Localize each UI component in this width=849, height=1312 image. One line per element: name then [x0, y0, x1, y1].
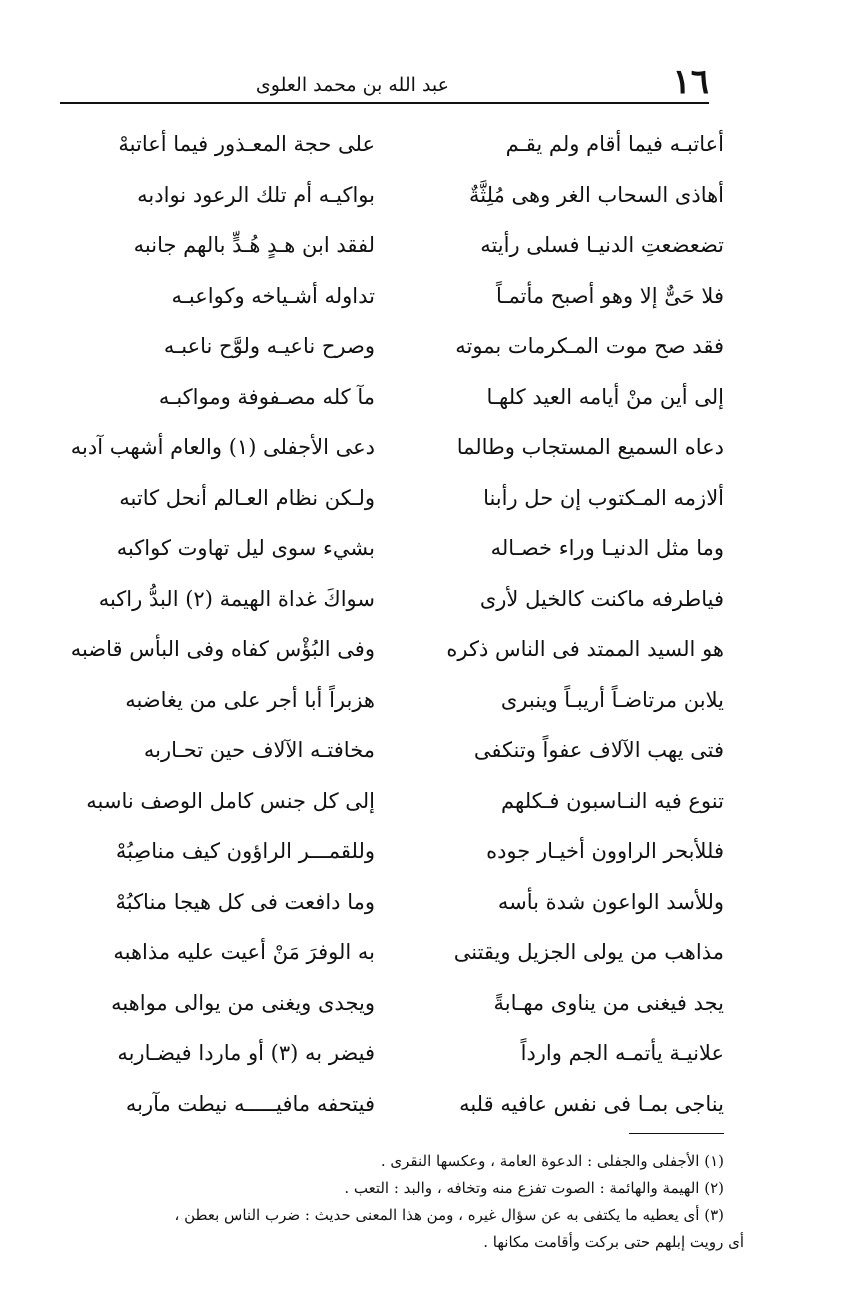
verse-first-hemistich: دعاه السميع المستجاب وطالما	[456, 435, 724, 459]
verse-first-hemistich: وللأسد الواعون شدة بأسه	[497, 889, 724, 914]
verse-second-hemistich: بشيء سوى ليل تهاوت كواكبه	[116, 536, 375, 560]
verse-first-hemistich: وما مثل الدنيـا وراء خصـاله	[490, 536, 724, 560]
verse-line	[95, 120, 724, 171]
verse-second-hemistich: ويجدى ويغنى من يوالى مواهبه	[111, 990, 375, 1015]
verse-line	[95, 575, 724, 626]
verse-line	[70, 423, 724, 474]
footnote: (١) الأجفلى والجفلى : الدعوة العامة ، وعكسها النقرى .	[380, 1152, 724, 1170]
verse-line	[95, 171, 724, 222]
verse-line	[86, 777, 724, 828]
verse-second-hemistich: ولـكن نظام العـالم أنحل كاتبه	[119, 485, 375, 510]
verse-second-hemistich: به الوفرَ مَنْ أعيت عليه مذاهبه	[113, 940, 375, 964]
verse-first-hemistich: فتى يهب الآلاف عفواً وتنكفى	[473, 738, 724, 762]
verse-first-hemistich: أعاتبـه فيما أقام ولم يقـم	[505, 132, 724, 156]
footnote: (٢) الهيمة والهائمة : الصوت تفزع منه وتخافه ، والبد : التعب .	[344, 1179, 724, 1197]
verse-second-hemistich: مآ كله مصـفوفة ومواكبـه	[158, 384, 375, 409]
verse-second-hemistich: بواكيـه أم تلك الرعود نوادبه	[137, 182, 375, 207]
verse-line	[95, 827, 724, 878]
verse-line	[95, 1029, 724, 1080]
verse-line	[95, 272, 724, 323]
verse-line	[95, 979, 724, 1030]
page-number: ١٦	[672, 62, 709, 102]
verse-line	[95, 1080, 724, 1131]
verse-line	[95, 676, 724, 727]
verse-line	[70, 625, 724, 676]
verse-first-hemistich: هو السيد الممتد فى الناس ذكره	[446, 637, 724, 661]
verse-second-hemistich: فيتحفه مافيـــــه نيطت مآربه	[125, 1091, 375, 1116]
verse-second-hemistich: سواكَ غداة الهيمة (٢) البدُّ راكبه	[98, 586, 375, 611]
verse-first-hemistich: فياطرفه ماكنت كالخيل لأرى	[479, 586, 724, 611]
verse-second-hemistich: مخافتـه الآلاف حين تحـاربه	[143, 738, 375, 762]
running-title: عبد الله بن محمد العلوى	[255, 74, 449, 96]
verse-first-hemistich: مذاهب من يولى الجزيل ويقتنى	[453, 940, 724, 964]
verse-second-hemistich: إلى كل جنس كامل الوصف ناسبه	[86, 788, 375, 813]
verse-line	[95, 726, 724, 777]
footnote: (٣) أى يعطيه ما يكتفى به عن سؤال غيره ، ومن هذا المعنى حديث : ضرب الناس بعطن ،	[174, 1206, 724, 1224]
page-header	[60, 62, 709, 102]
verse-first-hemistich: فقد صح موت المـكرمات بموته	[455, 334, 724, 358]
verse-first-hemistich: علانيـة يأتمـه الجم وارداً	[520, 1041, 724, 1065]
poem	[70, 120, 724, 1130]
verse-first-hemistich: أهاذى السحاب الغر وهى مُلِثَّةٌ	[469, 182, 724, 207]
verse-line	[95, 322, 724, 373]
verse-first-hemistich: يلابن مرتاضـاً أريبـاً وينبرى	[500, 687, 724, 712]
verse-line	[95, 524, 724, 575]
verse-second-hemistich: تداوله أشـياخه وكواعبـه	[171, 283, 375, 308]
verse-second-hemistich: وللقمـــر الراؤون كيف مناصِبُهْ	[115, 839, 375, 863]
verse-second-hemistich: فيضر به (٣) أو ماردا فيضـاربه	[117, 1041, 375, 1065]
verse-first-hemistich: ألازمه المـكتوب إن حل رأبنا	[483, 485, 724, 510]
verse-line	[95, 221, 724, 272]
verse-second-hemistich: على حجة المعـذور فيما أعاتبهْ	[118, 132, 375, 156]
footnotes	[65, 1148, 744, 1256]
verse-second-hemistich: دعى الأجفلى (١) والعام أشهب آدبه	[70, 435, 375, 459]
footnote-continuation: أى رويت إبلهم حتى بركت وأقامت مكانها .	[483, 1233, 744, 1251]
verse-line	[95, 373, 724, 424]
footnote-rule	[629, 1133, 724, 1134]
verse-second-hemistich: هزبراً أبا أجر على من يغاضبه	[125, 687, 375, 712]
verse-line	[95, 928, 724, 979]
verse-line	[95, 474, 724, 525]
header-rule	[60, 102, 709, 104]
verse-first-hemistich: تنوع فيه النـاسبون فـكلهم	[501, 788, 724, 813]
verse-first-hemistich: فللأبحر الراوون أخيـار جوده	[486, 839, 724, 863]
verse-second-hemistich: وما دافعت فى كل هيجا مناكبُهْ	[115, 889, 375, 914]
verse-first-hemistich: يجد فيغنى من يناوى مهـابةً	[493, 990, 724, 1015]
verse-first-hemistich: تضعضعتِ الدنيـا فسلى رأيته	[480, 233, 724, 257]
verse-first-hemistich: فلا حَىٌّ إلا وهو أصبح مأتمـاً	[495, 283, 724, 308]
verse-first-hemistich: إلى أين منْ أيامه العيد كلهـا	[486, 384, 724, 409]
verse-first-hemistich: يناجى بمـا فى نفس عافيه قلبه	[459, 1091, 724, 1116]
verse-line	[95, 878, 724, 929]
verse-second-hemistich: وفى البُؤْس كفاه وفى البأس قاضبه	[70, 637, 375, 661]
verse-second-hemistich: لفقد ابن هـدٍ هُـدٍّ بالهم جانبه	[133, 233, 375, 257]
verse-second-hemistich: وصرح ناعيـه ولوَّح ناعبـه	[163, 334, 375, 358]
